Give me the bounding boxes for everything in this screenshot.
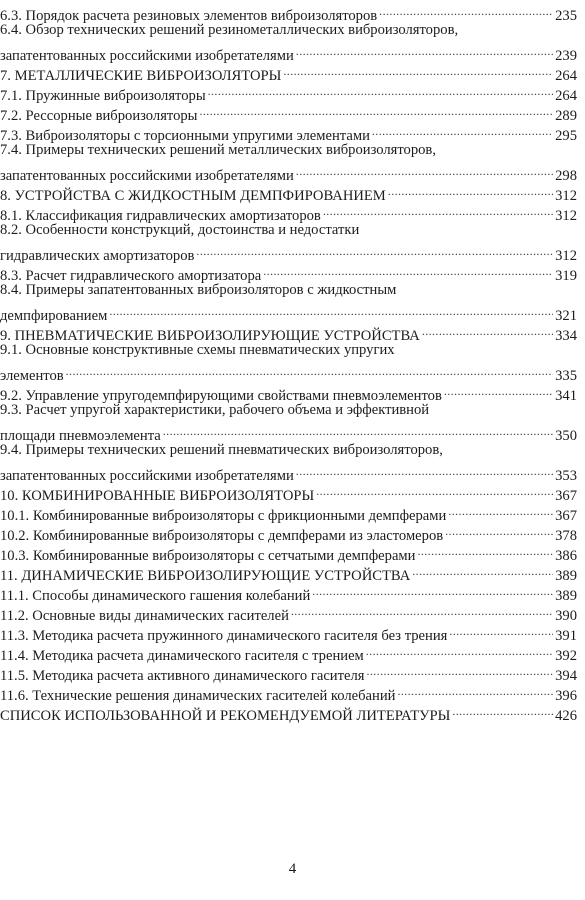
toc-page-number: 264 (555, 88, 577, 104)
toc-dot-leader (449, 620, 553, 640)
toc-dot-leader (412, 560, 553, 580)
toc-entry-title: 8.2. Особенности конструкций, достоинства и недостатки (0, 222, 360, 238)
toc-entry-title: 11.1. Способы динамического гашения колебаний (0, 588, 311, 604)
toc-page-number: 426 (555, 708, 577, 724)
toc-page-number: 312 (555, 248, 577, 264)
toc-entry-title: 9.4. Примеры технических решений пневматических виброизоляторов, (0, 442, 443, 458)
toc-entry-title: 11.3. Методика расчета пружинного динамического гасителя без трения (0, 628, 448, 644)
toc-page-number: 389 (555, 568, 577, 584)
toc-entry-title: 8.4. Примеры запатентованных виброизоляторов с жидкостным (0, 282, 397, 298)
toc-page-number: 394 (555, 668, 577, 684)
toc-entry-title: 11.4. Методика расчета динамического гасителя с трением (0, 648, 364, 664)
toc-page-number: 334 (555, 328, 577, 344)
toc-dot-leader (200, 100, 554, 120)
toc-page-number: 390 (555, 608, 577, 624)
toc-dot-leader (283, 60, 553, 80)
toc-entry-title: 7. МЕТАЛЛИЧЕСКИЕ ВИБРОИЗОЛЯТОРЫ (0, 68, 282, 84)
toc-dot-leader (296, 40, 553, 60)
toc-page-number: 391 (555, 628, 577, 644)
toc-page-number: 239 (555, 48, 577, 64)
toc-entry-title: 10. КОМБИНИРОВАННЫЕ ВИБРОИЗОЛЯТОРЫ (0, 488, 315, 504)
toc-page-number: 319 (555, 268, 577, 284)
toc-entry-title-continued: гидравлических амортизаторов (0, 248, 195, 264)
page-number: 4 (288, 861, 297, 877)
toc-dot-leader (422, 320, 553, 340)
toc-page-number: 353 (555, 468, 577, 484)
toc-dot-leader (397, 680, 553, 700)
toc-dot-leader (196, 240, 553, 260)
toc-page-number: 367 (555, 508, 577, 524)
toc-entry-title: 8.1. Классификация гидравлических амортизаторов (0, 208, 321, 224)
toc-dot-leader (109, 300, 553, 320)
toc-entry-title: 10.1. Комбинированные виброизоляторы с фрикционными демпферами (0, 508, 447, 524)
toc-dot-leader (316, 480, 553, 500)
toc-entry-title: 9.1. Основные конструктивные схемы пневматических упругих (0, 342, 395, 358)
toc-dot-leader (323, 200, 553, 220)
toc-entry-title: 7.3. Виброизоляторы с торсионными упругими элементами (0, 128, 370, 144)
toc-page-number: 367 (555, 488, 577, 504)
toc-page-number: 378 (555, 528, 577, 544)
toc-page-number: 235 (555, 8, 577, 24)
toc-dot-leader (379, 0, 553, 20)
toc-dot-leader (66, 360, 553, 380)
toc-entry-title-continued: элементов (0, 368, 64, 384)
toc-page-number: 386 (555, 548, 577, 564)
toc-entry-title: 11. ДИНАМИЧЕСКИЕ ВИБРОИЗОЛИРУЮЩИЕ УСТРОЙСТВА (0, 568, 411, 584)
toc-dot-leader (448, 500, 553, 520)
toc-entry-title: 11.5. Методика расчета активного динамического гасителя (0, 668, 365, 684)
toc-entry-title: 10.2. Комбинированные виброизоляторы с демпферами из эластомеров (0, 528, 444, 544)
toc-page-number: 389 (555, 588, 577, 604)
toc-entry-title: 9. ПНЕВМАТИЧЕСКИЕ ВИБРОИЗОЛИРУЮЩИЕ УСТРОЙСТВА (0, 328, 420, 344)
toc-dot-leader (163, 420, 553, 440)
toc-entry-title: 8.3. Расчет гидравлического амортизатора (0, 268, 262, 284)
toc-page-number: 396 (555, 688, 577, 704)
toc-entry-title: 10.3. Комбинированные виброизоляторы с сетчатыми демпферами (0, 548, 416, 564)
toc-entry-title: 7.1. Пружинные виброизоляторы (0, 88, 206, 104)
toc-page-number: 312 (555, 208, 577, 224)
toc-entry-title: СПИСОК ИСПОЛЬЗОВАННОЙ И РЕКОМЕНДУЕМОЙ ЛИТЕРАТУРЫ (0, 708, 451, 724)
toc-entry-title: 11.2. Основные виды динамических гасителей (0, 608, 289, 624)
toc-page-number: 335 (555, 368, 577, 384)
toc-dot-leader (312, 580, 553, 600)
toc-entry-title: 9.2. Управление упругодемпфирующими свойствами пневмоэлементов (0, 388, 442, 404)
toc-dot-leader (366, 660, 553, 680)
toc-page-number: 264 (555, 68, 577, 84)
toc-page-number: 341 (555, 388, 577, 404)
toc-entry-title: 7.4. Примеры технических решений металлических виброизоляторов, (0, 142, 436, 158)
toc-page-number: 295 (555, 128, 577, 144)
toc-dot-leader (296, 460, 553, 480)
toc-dot-leader (452, 700, 553, 720)
toc-entry-title: 6.4. Обзор технических решений резинометаллических виброизоляторов, (0, 22, 459, 38)
toc-page-number: 392 (555, 648, 577, 664)
toc-entry-title-continued: запатентованных российскими изобретателями (0, 468, 294, 484)
toc-entry-title-continued: площади пневмоэлемента (0, 428, 161, 444)
toc-dot-leader (366, 640, 553, 660)
toc-page-number: 298 (555, 168, 577, 184)
toc-page-number: 321 (555, 308, 577, 324)
toc-page-number: 289 (555, 108, 577, 124)
toc-entry-title-continued: запатентованных российскими изобретателями (0, 48, 294, 64)
toc-entry-title: 8. УСТРОЙСТВА С ЖИДКОСТНЫМ ДЕМПФИРОВАНИЕМ (0, 188, 386, 204)
toc-page-number: 350 (555, 428, 577, 444)
toc-dot-leader (388, 180, 553, 200)
toc-entry-title: 6.3. Порядок расчета резиновых элементов виброизоляторов (0, 8, 378, 24)
toc-entry-title: 9.3. Расчет упругой характеристики, рабочего объема и эффективной (0, 402, 430, 418)
toc-dot-leader (444, 380, 553, 400)
toc-dot-leader (263, 260, 553, 280)
toc-dot-leader (208, 80, 553, 100)
toc-page-number: 312 (555, 188, 577, 204)
toc-entry-title: 7.2. Рессорные виброизоляторы (0, 108, 198, 124)
toc-entry-title: 11.6. Технические решения динамических гасителей колебаний (0, 688, 396, 704)
toc-dot-leader (417, 540, 553, 560)
toc-dot-leader (291, 600, 553, 620)
toc-dot-leader (372, 120, 553, 140)
toc-entry-title-continued: запатентованных российскими изобретателями (0, 168, 294, 184)
toc-entry-title-continued: демпфированием (0, 308, 108, 324)
toc-dot-leader (445, 520, 553, 540)
toc-dot-leader (296, 160, 553, 180)
